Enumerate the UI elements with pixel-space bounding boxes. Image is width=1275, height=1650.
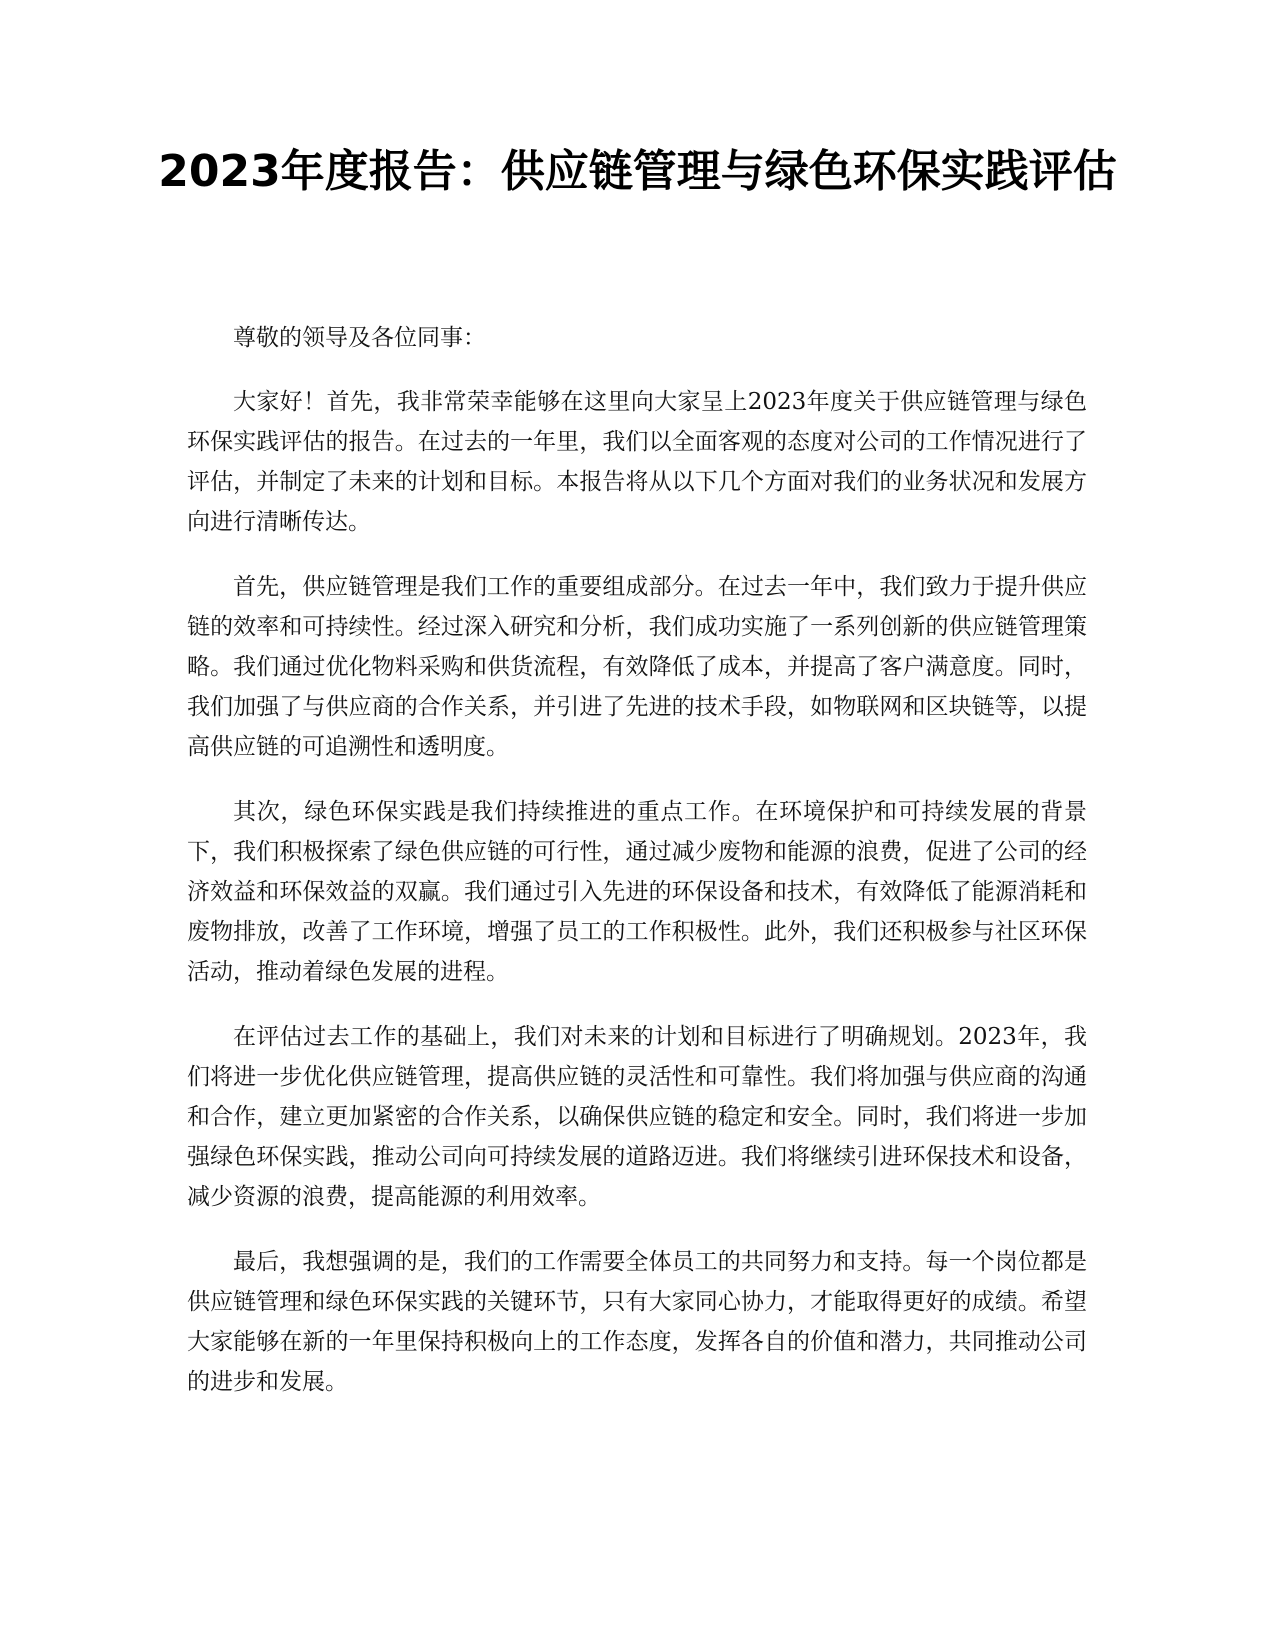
document-title: 2023年度报告：供应链管理与绿色环保实践评估 — [158, 146, 1117, 197]
paragraph-closing: 最后，我想强调的是，我们的工作需要全体员工的共同努力和支持。每一个岗位都是供应链管理和绿色环保实践的关键环节，只有大家同心协力，才能取得更好的成绩。希望大家能够在新的一年里保持积极向上的工作态度，发挥各自的价值和潜力，共同推动公司的进步和发展。 — [187, 1249, 1087, 1395]
paragraph-future-plan: 在评估过去工作的基础上，我们对未来的计划和目标进行了明确规划。2023年，我们将进一步优化供应链管理，提高供应链的灵活性和可靠性。我们将加强与供应商的沟通和合作，建立更加紧密的合作关系，以确保供应链的稳定和安全。同时，我们将进一步加强绿色环保实践，推动公司向可持续发展的道路迈进。我们将继续引进环保技术和设备，减少资源的浪费，提高能源的利用效率。 — [187, 1024, 1087, 1210]
salutation: 尊敬的领导及各位同事： — [233, 325, 486, 351]
paragraph-introduction: 大家好！首先，我非常荣幸能够在这里向大家呈上2023年度关于供应链管理与绿色环保实践评估的报告。在过去的一年里，我们以全面客观的态度对公司的工作情况进行了评估，并制定了未来的计划和目标。本报告将从以下几个方面对我们的业务状况和发展方向进行清晰传达。 — [187, 389, 1087, 535]
paragraph-green-practice: 其次，绿色环保实践是我们持续推进的重点工作。在环境保护和可持续发展的背景下，我们积极探索了绿色供应链的可行性，通过减少废物和能源的浪费，促进了公司的经济效益和环保效益的双赢。我们通过引入先进的环保设备和技术，有效降低了能源消耗和废物排放，改善了工作环境，增强了员工的工作积极性。此外，我们还积极参与社区环保活动，推动着绿色发展的进程。 — [187, 799, 1087, 985]
document-body — [187, 318, 1087, 1427]
paragraph-supply-chain: 首先，供应链管理是我们工作的重要组成部分。在过去一年中，我们致力于提升供应链的效率和可持续性。经过深入研究和分析，我们成功实施了一系列创新的供应链管理策略。我们通过优化物料采购和供货流程，有效降低了成本，并提高了客户满意度。同时，我们加强了与供应商的合作关系，并引进了先进的技术手段，如物联网和区块链等，以提高供应链的可追溯性和透明度。 — [187, 574, 1087, 760]
